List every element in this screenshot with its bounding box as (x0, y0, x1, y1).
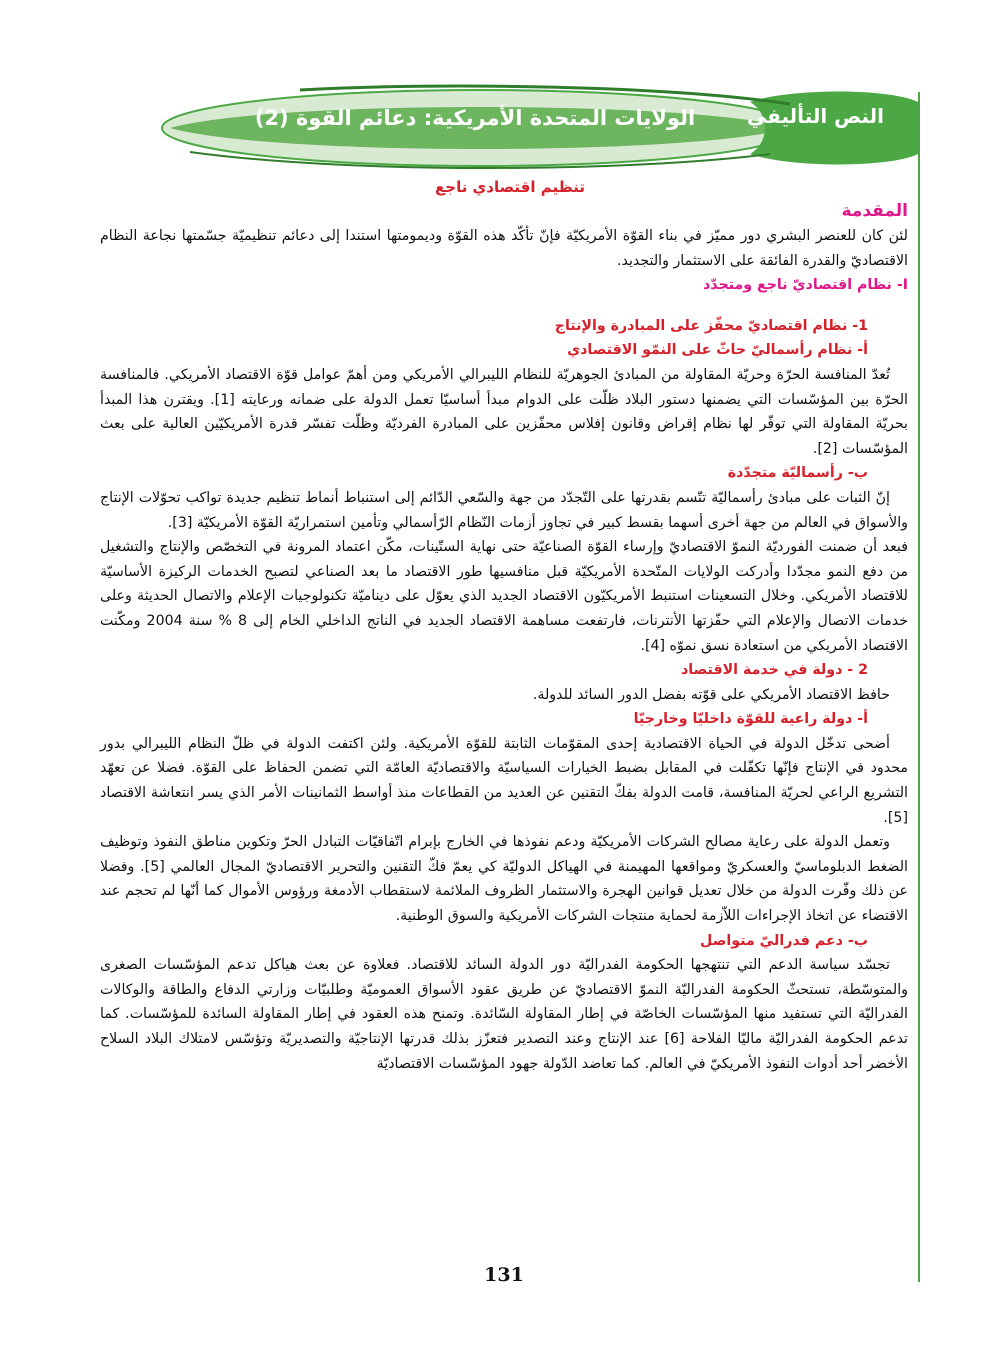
section2-paragraph: حافظ الاقتصاد الأمريكي على قوّته بفضل الدور السائد للدولة. (532, 686, 890, 703)
section2a-paragraph-2: وتعمل الدولة على رعاية مصالح الشركات الأمريكيّة ودعم نفوذها في الخارج بإبرام اتّفاقيّات التبادل الحرّ وتكوين مناطق النفوذ وتوظيف الضغط الدبلوماسيّ والعسكريّ ومواقعها المهيمنة في الهياكل الدوليّة كي يعمّ فكّ التقنين والتحرير الاقتصاديّ المجال العالمي [5]. وفضلا عن ذلك وفّرت الدولة من خلال تعديل قوانين الهجرة والاستثمار الظروف الملائمة لاستقطاب الأدمغة ورؤوس الأموال كما أنّها لم تحجم عند الاقتضاء عن اتخاذ الإجراءات اللاّزمة لحماية منتجات الشركات الأمريكية والسوق الوطنية. (100, 834, 908, 925)
main-heading: تنظيم اقتصادي ناجع (435, 178, 585, 196)
section2a-paragraph-1: أضحى تدخّل الدولة في الحياة الاقتصادية إحدى المقوّمات الثابتة للقوّة الأمريكية. ولئن اكتفت الدولة في ظلّ النظام الليبرالي بدور محدود في الإنتاج فإنّها تكفّلت في المقابل بضبط الخيارات السياسيّة والاقتصاديّة العامّة التي تضمن الحفاظ على القوّة. فضلا عن تعهّد التشريع الراعي لحريّة المنافسة، قامت الدولة بفكّ التقنين عن العديد من القطاعات منذ أواسط الثمانينات الأمر الذي يسر انتعاشة الاقتصاد [5]. (100, 735, 908, 826)
section1b-paragraph-1: إنّ الثبات على مبادئ رأسماليّة تتّسم بقدرتها على التّجدّد من جهة والسّعي الدّائم إلى استنباط أنماط تنظيم جديدة تواكب تحوّلات الإنتاج والأسواق في العالم من جهة أخرى أسهما بقسط كبير في تجاوز أزمات النّظام الرّأسمالي وتأمين استمراريّة القوّة الأمريكيّة [3]. (100, 489, 908, 531)
part1-heading: I- نظام اقتصاديّ ناجع ومتجدّد (702, 277, 908, 294)
section1a-heading: أ- نظام رأسماليّ حاثّ على النمّو الاقتصادي (567, 342, 868, 359)
page-number: 131 (484, 1264, 524, 1286)
section1a-paragraph: تُعدّ المنافسة الحرّة وحريّة المقاولة من المبادئ الجوهريّة للنظام الليبرالي الأمريكي ومن أهمّ عوامل قوّة الاقتصاد الأمريكي. فالمنافسة الحرّة بين المؤسّسات التي يضمنها دستور البلاد ظلّت على الدوام مبدأ أساسيّا تعمل الدولة على ضمانه ورعايته [1]. ويقترن هذا المبدأ بحريّة المقاولة التي توفّر لها نظام إقراض وقانون إفلاس محفّزين على المبادرة الفرديّة وظلّت تفسّر قدرة الأمريكيّين العالية على بعث المؤسّسات [2]. (100, 366, 908, 457)
section1-heading: 1- نظام اقتصاديّ محفّز على المبادرة والإنتاج (554, 317, 868, 334)
lesson-title: الولايات المتحدة الأمريكية: دعائم القوة (2) (254, 106, 696, 130)
section1b-heading: ب- رأسماليّة متجدّدة (727, 465, 868, 482)
margin-rule (918, 92, 920, 1282)
lesson-tag: النص التأليفي (746, 104, 884, 128)
intro-paragraph: لئن كان للعنصر البشري دور مميّز في بناء القوّة الأمريكيّة فإنّ تأكّد هذه القوّة وديمومتها استندا إلى دعائم تنظيميّة جسّمتها نجاعة النظام الاقتصاديّ والقدرة الفائقة على الاستثمار والتجديد. (100, 228, 908, 269)
lesson-header (150, 82, 920, 172)
section1b-paragraph-2: فبعد أن ضمنت الفورديّة النموّ الاقتصاديّ وإرساء القوّة الصناعيّة حتى نهاية الستّينات، مكّن اعتماد المرونة في التخصّص والإنتاج والتشغيل من دفع النمو مجدّدا وأدركت الولايات المتّحدة الأمريكيّة قبل منافسيها طور الاقتصاد ما بعد الصناعي لتصبح الخدمات الركيزة الأساسيّة للاقتصاد الأمريكي. وخلال التسعينات استنبط الأمريكيّون الاقتصاد الجديد الذي يعوّل على ديناميّة تكنولوجيات الإعلام والاتصال الحديثة وعلى خدمات الاتصال والإعلام التي حفّزتها الأنترنات، فارتفعت مساهمة الاقتصاد الجديد في الناتج الداخلي الخام إلى 8 % سنة 2004 ومكّنت الاقتصاد الأمريكي من استعادة نسق نموّه [4]. (100, 539, 908, 654)
section2b-paragraph: تجسّد سياسة الدعم التي تنتهجها الحكومة الفدراليّة دور الدولة السائد للاقتصاد. فعلاوة عن بعث هياكل تدعم المؤسّسات الصغرى والمتوسّطة، تستحثّ الحكومة الفدراليّة النموّ الاقتصاديّ عن طريق عقود الأسواق العموميّة وطلبيّات وزارتي الدفاع والطاقة والوكالات الفدراليّة التي تستفيد منها المؤسّسات الخاصّة في إطار المقاولة السّائدة. وتمنح هذه العقود في إطار المقاولة السائدة للمؤسّسات. كما تدعم الحكومة الفدراليّة ماليّا الفلاحة [6] عند الإنتاج وعند التصدير فتعزّز بذلك قدرتها الإنتاجيّة والتصديريّة وتؤسّس لامتلاك البلاد السلاح الأخضر أحد أدوات النفوذ الأمريكيّ في العالم. كما تعاضد الدّولة جهود المؤسّسات الاقتصاديّة (100, 957, 908, 1072)
section2a-heading: أ- دولة راعية للقوّة داخليّا وخارجيّا (633, 711, 868, 728)
section2-heading: 2 - دولة في خدمة الاقتصاد (680, 662, 868, 679)
intro-heading: المقدمة (841, 201, 908, 221)
text-body (100, 198, 908, 1076)
section2b-heading: ب- دعم فدراليّ متواصل (700, 932, 868, 949)
